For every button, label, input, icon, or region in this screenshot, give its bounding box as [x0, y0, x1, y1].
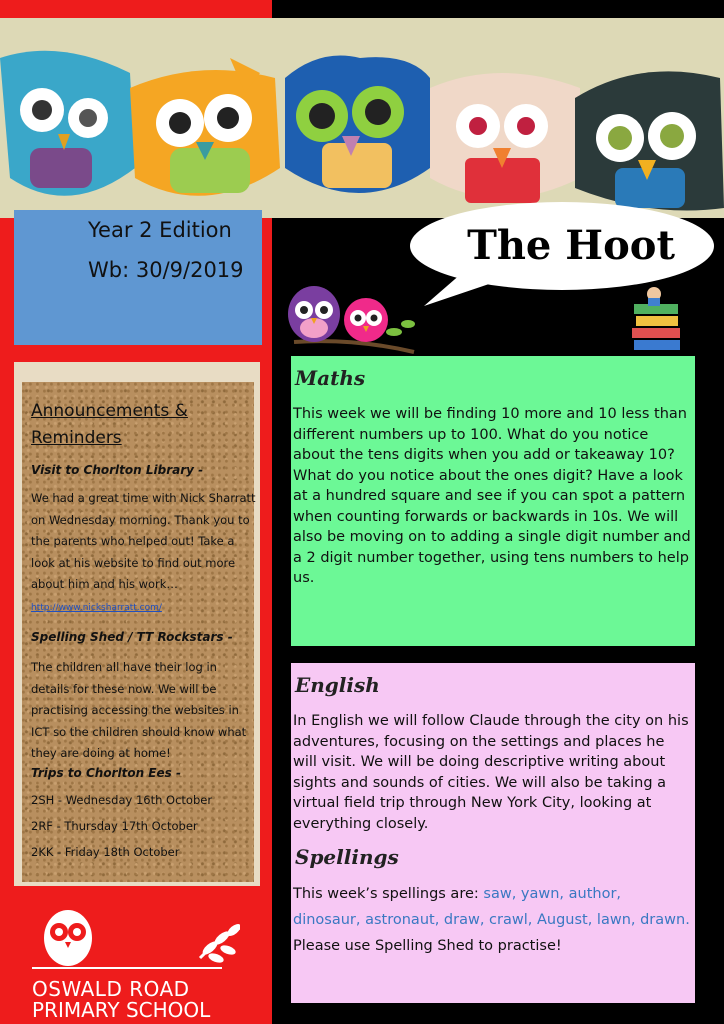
trip-2kk: 2KK - Friday 18th October [31, 845, 180, 859]
week-label: Wb: 30/9/2019 [88, 258, 244, 282]
school-name-line2: PRIMARY SCHOOL [32, 998, 211, 1022]
trip-2rf: 2RF - Thursday 17th October [31, 819, 198, 833]
nick-sharratt-link[interactable]: http://www.nicksharratt.com/ [31, 602, 162, 613]
owl-floral-icon [430, 73, 580, 203]
spellings-title: Spellings [295, 845, 399, 869]
maths-body: This week we will be finding 10 more and 10 less than different numbers up to 100. What do you notice about the tens digits when you add or takeaway 10? What do you notice about the ones digit? Have a look at a hundred square and see if you can spot a pattern when counting forwards or backwards in 10s. We will also be moving on to adding a single digit number and a 2 digit number together, using tens numbers to help us. [293, 406, 691, 586]
books-stack-icon [628, 282, 684, 354]
spellings-body: This week’s spellings are: saw, yawn, author, dinosaur, astronaut, draw, crawl, August, lawn, drawn. Please use Spelling Shed to practise! [293, 886, 690, 954]
school-name-line1: OSWALD ROAD [32, 977, 190, 1001]
owls-on-branch-icon [284, 280, 424, 358]
trip-2sh: 2SH - Wednesday 16th October [31, 793, 213, 807]
english-title: English [295, 673, 380, 697]
library-heading: Visit to Chorlton Library - [31, 463, 204, 477]
maths-title: Maths [295, 366, 366, 390]
spelling-shed-text: The children all have their log in details for these now. We will be practising accessing the websites in ICT so the children should know what they are doing at home! [31, 660, 247, 760]
english-body: In English we will follow Claude through the city on his adventures, focusing on the settings and places he will visit. We will be doing descriptive writing about sights and sounds of cities. We will also be taking a virtual field trip through New York City, looking at everything closely. [293, 713, 689, 832]
spelling-words: saw, yawn, author, dinosaur, astronaut, draw, crawl, August, lawn, drawn. [293, 886, 690, 928]
owl-orange-icon [130, 58, 280, 196]
newsletter-title: The Hoot [467, 222, 675, 269]
owl-teal-icon [0, 51, 135, 196]
english-panel [291, 663, 695, 1003]
logo-divider [32, 967, 222, 969]
library-text: We had a great time with Nick Sharratt on Wednesday morning. Thank you to the parents who helped out! Take a look at his website to find out more about him and his work… http://www.nicksharratt.com/ [31, 491, 256, 613]
announcements-title: Announcements & Reminders [31, 401, 188, 448]
school-logo-icon [40, 908, 240, 970]
spelling-shed-heading: Spelling Shed / TT Rockstars - [31, 630, 233, 644]
owl-dark-icon [575, 71, 724, 210]
trips-heading: Trips to Chorlton Ees - [31, 766, 181, 780]
owl-blue-icon [285, 56, 430, 194]
edition-label: Year 2 Edition [88, 218, 232, 242]
maths-panel [291, 356, 695, 646]
owl-banner-image [0, 18, 724, 218]
